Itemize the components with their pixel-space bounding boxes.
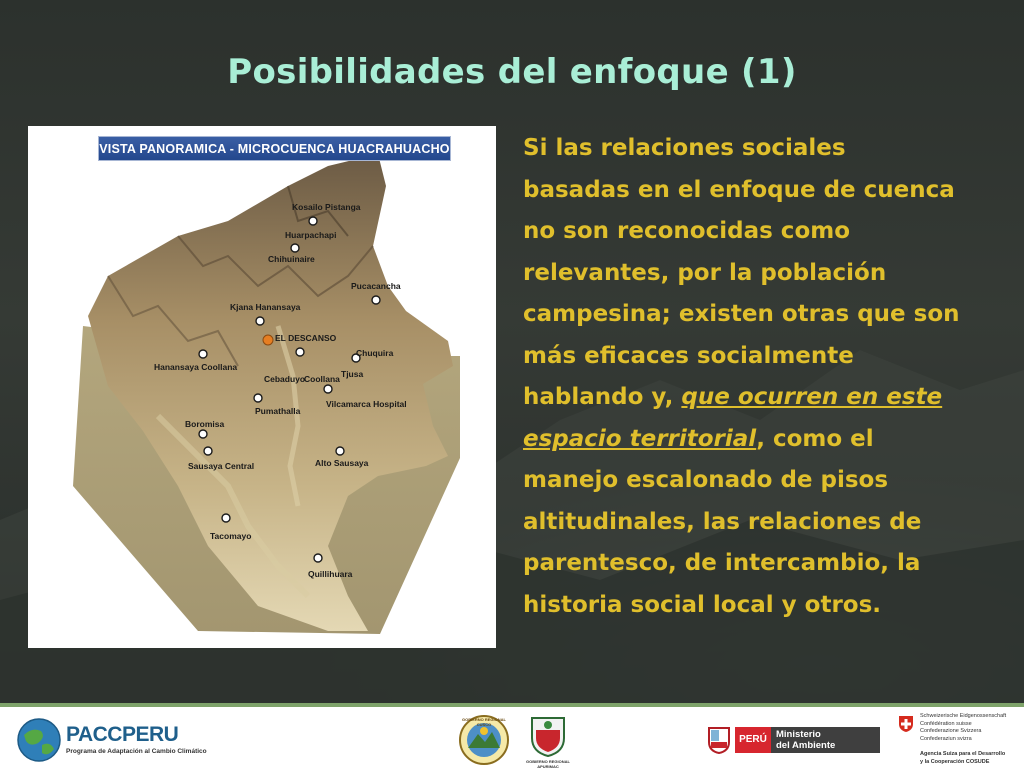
cosude-line: Agencia Suiza para el Desarrollo (920, 751, 1006, 757)
ministerio-label-line1: Ministerio (776, 729, 821, 740)
place-label: Pumathalla (255, 406, 301, 416)
pacc-peru-logo-name: PACCPERU (66, 723, 179, 746)
place-label: Coollana (304, 374, 340, 384)
place-label: Quillihuara (308, 569, 353, 579)
footer-logo-bar (0, 703, 1024, 768)
slide-title: Posibilidades del enfoque (1) (227, 52, 797, 92)
peru-brand-label: PERÚ (739, 734, 767, 745)
body-line: no son reconocidas como (523, 218, 851, 244)
emphasis-text: espacio territorial (523, 425, 757, 452)
place-label: Hanansaya Coollana (154, 362, 238, 372)
place-label: Vilcamarca Hospital (326, 399, 407, 409)
place-label: Sausaya Central (188, 461, 255, 471)
swiss-name-line: Schweizerische Eidgenossenschaft (920, 713, 1007, 719)
body-line (523, 419, 1003, 461)
place-label: Cebaduyo (264, 374, 306, 384)
place-label: Kjana Hanansaya (230, 302, 301, 312)
body-line: parentesco, de intercambio, la (523, 550, 921, 576)
swiss-name-line: Confédération suisse (920, 720, 972, 727)
panoramic-map (28, 126, 496, 648)
place-label: Chuquira (356, 348, 394, 358)
body-line (523, 377, 1003, 419)
ministerio-label-line2: del Ambiente (776, 740, 836, 751)
body-line: basadas en el enfoque de cuenca (523, 176, 955, 203)
map-banner: VISTA PANORAMICA - MICROCUENCA HUACRAHUACHO (98, 136, 451, 161)
body-line: campesina; existen otras que son (523, 301, 960, 327)
swiss-name-line: Confederaziun svizra (920, 735, 972, 742)
place-label: Tacomayo (210, 531, 252, 541)
body-line: relevantes, por la población (523, 259, 887, 286)
cosude-line: y la Cooperación COSUDE (920, 758, 990, 765)
place-label: Boromisa (185, 419, 225, 429)
swiss-shield-icon (898, 715, 914, 733)
body-line: altitudinales, las relaciones de (523, 508, 922, 535)
peru-coat-of-arms-icon (706, 725, 732, 755)
place-label: Alto Sausaya (315, 458, 369, 468)
terrain-illustration (28, 126, 496, 648)
place-label: Chihuinaire (268, 254, 315, 264)
place-label: Kosailo Pistanga (292, 202, 361, 212)
body-line: historia social local y otros. (523, 591, 882, 618)
swiss-name-line: Confederazione Svizzera (920, 728, 982, 734)
gobierno-apurimac-label: GOBIERNO REGIONAL APURIMAC (525, 759, 570, 768)
el-descanso-marker (263, 335, 273, 345)
gobierno-apurimac-shield-icon (528, 714, 568, 758)
emphasis-text: que ocurren en este (681, 384, 943, 410)
gobierno-cusco-label: GOBIERNO REGIONAL CUSCO (461, 717, 506, 727)
place-label: Tjusa (341, 369, 364, 379)
body-line: manejo escalonado de pisos (523, 467, 889, 493)
body-line: Si las relaciones sociales (523, 135, 846, 161)
pacc-peru-logo-subtitle: Programa de Adaptación al Cambio Climático (66, 748, 207, 755)
body-paragraph (523, 128, 1003, 626)
place-label: Huarpachapi (285, 230, 337, 240)
place-label: Pucacancha (351, 281, 401, 291)
body-text-fragment: hablando y, (523, 384, 682, 410)
place-label: EL DESCANSO (275, 333, 337, 343)
body-text-fragment: , como el (756, 425, 874, 452)
body-line: más eficaces socialmente (523, 342, 854, 369)
globe-icon (16, 717, 62, 763)
